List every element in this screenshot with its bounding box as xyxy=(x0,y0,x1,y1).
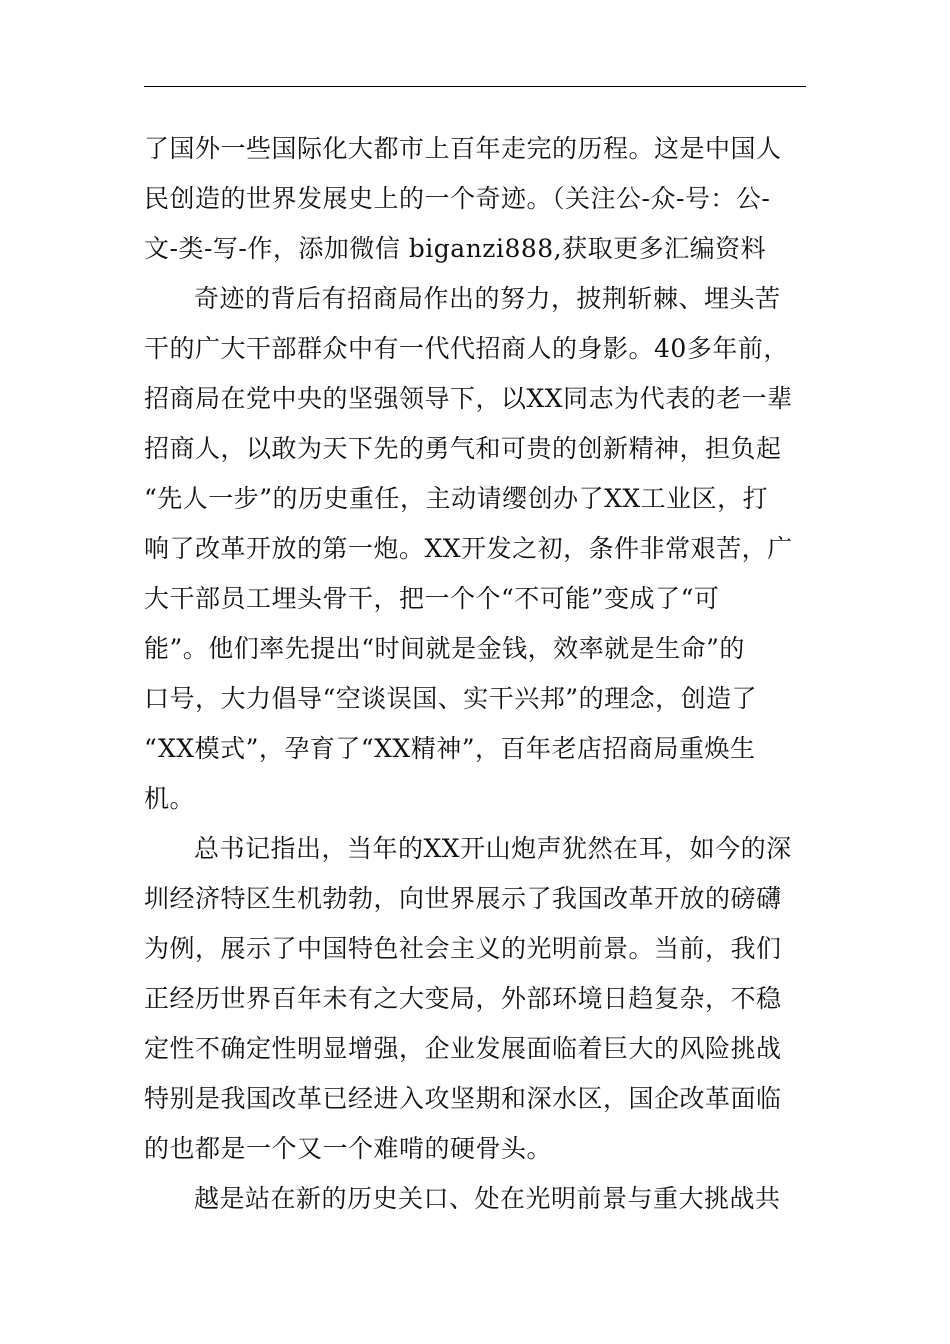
text-line: 圳经济特区生机勃勃，向世界展示了我国改革开放的磅礴 xyxy=(144,884,782,913)
text-line: 文-类-写-作，添加微信 biganzi888,获取更多汇编资料 xyxy=(144,234,767,263)
text-line: 能”。他们率先提出“时间就是金钱，效率就是生命”的 xyxy=(144,634,745,663)
text-line: “XX模式”，孕育了“XX精神”，百年老店招商局重焕生 xyxy=(144,734,756,763)
text-line: 正经历世界百年未有之大变局，外部环境日趋复杂，不稳 xyxy=(144,984,782,1013)
text-line: 为例，展示了中国特色社会主义的光明前景。当前，我们 xyxy=(144,934,782,963)
text-line: 特别是我国改革已经进入攻坚期和深水区，国企改革面临 xyxy=(144,1084,782,1113)
text-line: 干的广大干部群众中有一代代招商人的身影。40多年前， xyxy=(144,334,789,363)
text-line: 响了改革开放的第一炮。XX开发之初，条件非常艰苦，广 xyxy=(144,534,793,563)
text-line: 招商局在党中央的坚强领导下，以XX同志为代表的老一辈 xyxy=(144,384,793,413)
paragraph-first-line: 总书记指出，当年的XX开山炮声犹然在耳，如今的深 xyxy=(194,834,792,863)
document-body xyxy=(144,124,806,1224)
text-line: 大干部员工埋头骨干，把一个个“不可能”变成了“可 xyxy=(144,584,720,613)
header-rule xyxy=(144,86,806,87)
text-line: 民创造的世界发展史上的一个奇迹。（关注公-众-号：公- xyxy=(144,184,771,213)
paragraph-first-line: 越是站在新的历史关口、处在光明前景与重大挑战共 xyxy=(194,1184,781,1213)
text-line: 的也都是一个又一个难啃的硬骨头。 xyxy=(144,1134,553,1163)
text-line: 口号，大力倡导“空谈误国、实干兴邦”的理念，创造了 xyxy=(144,684,758,713)
text-line: 招商人，以敢为天下先的勇气和可贵的创新精神，担负起 xyxy=(144,434,782,463)
text-line: “先人一步”的历史重任，主动请缨创办了XX工业区，打 xyxy=(144,484,769,513)
text-line: 定性不确定性明显增强，企业发展面临着巨大的风险挑战 xyxy=(144,1034,782,1063)
paragraph-first-line: 奇迹的背后有招商局作出的努力，披荆斩棘、埋头苦 xyxy=(194,284,781,313)
text-line: 了国外一些国际化大都市上百年走完的历程。这是中国人 xyxy=(144,134,782,163)
text-line: 机。 xyxy=(144,784,196,813)
